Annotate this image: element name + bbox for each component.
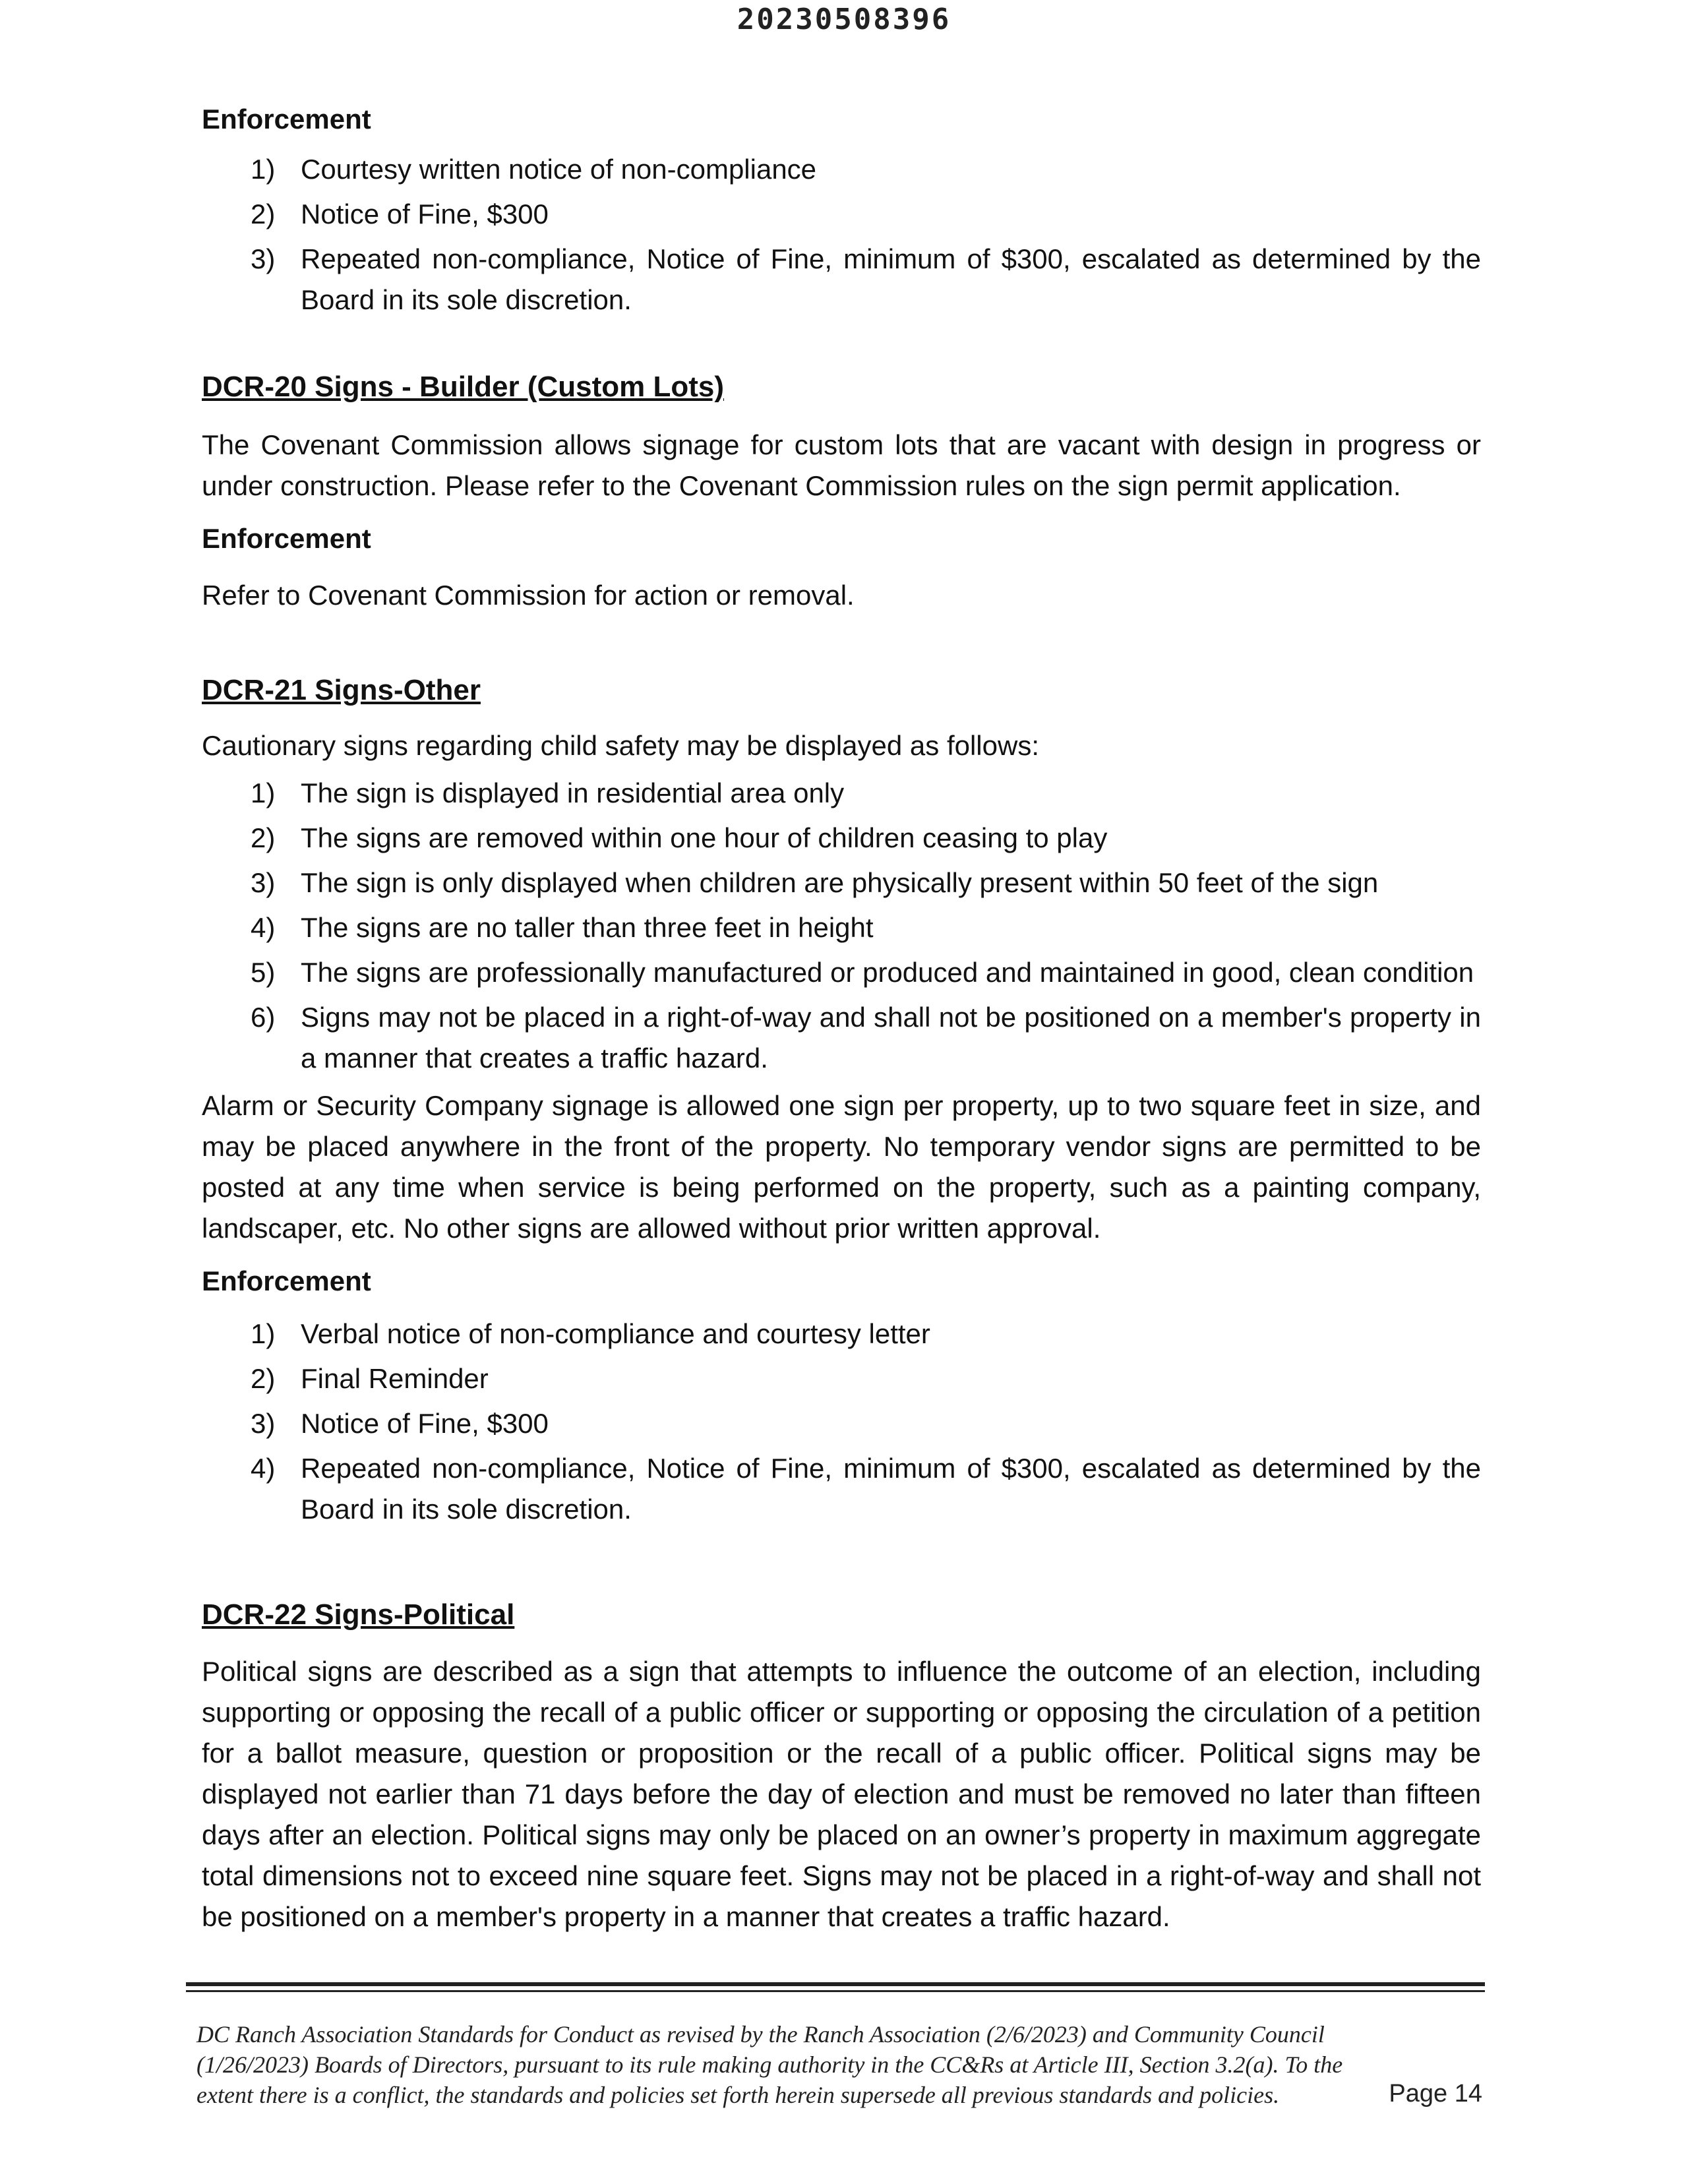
list-item: 5) The signs are professionally manufactured or produced and maintained in good, clean condition [251,957,1474,988]
footer-divider-thin [186,1990,1485,1992]
enforcement-label: Enforcement [202,523,371,554]
list-item: 4) Repeated non-compliance, Notice of Fine, minimum of $300, escalated as determined by the Board in its sole discretion. [251,1453,1481,1525]
list-item: 1) Courtesy written notice of non-compliance [251,154,817,185]
footer-text: DC Ranch Association Standards for Conduct as revised by the Ranch Association (2/6/2023) and Community Council (1/26/2023) Boards of Directors, pursuant to its rule making authority in the CC&Rs at Article III, Section 3.2(a). To the extent there is a conflict, the standards and policies set forth herein supersede all previous standards and policies. [196,2021,1343,2108]
section-heading: DCR-22 Signs-Political [202,1598,515,1631]
section-body: Alarm or Security Company signage is allowed one sign per property, up to two square feet in size, and may be placed anywhere in the front of the property. No temporary vendor signs are permitted to be posted at any time when service is being performed on the property, such as a painting company, landscaper, etc. No other signs are allowed without prior written approval. [202,1090,1481,1244]
document-number: 20230508396 [737,3,951,36]
list-item: 4) The signs are no taller than three feet in height [251,912,874,943]
list-item: 2) The signs are removed within one hour of children ceasing to play [251,822,1108,853]
conditions-list [202,773,1481,1079]
section-body: Political signs are described as a sign that attempts to influence the outcome of an election, including supporting or opposing the recall of a public officer or supporting or opposing the circulation of a petition for a ballot measure, question or proposition or the recall of a public officer. Political signs may be displayed not earlier than 71 days before the day of election and must be removed no later than fifteen days after an election. Political signs may only be placed on an owner’s property in maximum aggregate total dimensions not to exceed nine square feet. Signs may not be placed in a right-of-way and shall not be positioned on a member's property in a manner that creates a traffic hazard. [202,1656,1481,1932]
list-item: 6) Signs may not be placed in a right-of-way and shall not be positioned on a member's property in a manner that creates a traffic hazard. [251,1002,1481,1074]
section-heading: DCR-20 Signs - Builder (Custom Lots) [202,371,725,403]
list-item: 1) Verbal notice of non-compliance and courtesy letter [251,1318,930,1349]
enforcement-label: Enforcement [202,104,371,135]
enforcement-label: Enforcement [202,1265,371,1296]
section-dcr-22 [202,1594,1481,1937]
list-item: 1) The sign is displayed in residential area only [251,777,845,808]
enforcement-list [202,1314,1481,1530]
section-body: The Covenant Commission allows signage for custom lots that are vacant with design in progress or under construction. Please refer to the Covenant Commission rules on the sign permit application. [202,429,1481,501]
page-footer [196,2019,1482,2110]
footer-divider-thick [186,1982,1485,1986]
section-top-enforcement [202,99,1481,324]
section-intro: Cautionary signs regarding child safety may be displayed as follows: [202,730,1039,761]
enforcement-text: Refer to Covenant Commission for action or removal. [202,580,855,611]
section-dcr-20 [202,367,1481,616]
list-item: 3) Repeated non-compliance, Notice of Fine, minimum of $300, escalated as determined by the Board in its sole discretion. [251,243,1481,315]
section-dcr-21 [202,670,1481,1534]
list-item: 3) The sign is only displayed when children are physically present within 50 feet of the sign [251,867,1379,898]
enforcement-list [202,149,1481,320]
list-item: 2) Final Reminder [251,1363,489,1394]
list-item: 2) Notice of Fine, $300 [251,198,549,229]
list-item: 3) Notice of Fine, $300 [251,1408,549,1439]
section-heading: DCR-21 Signs-Other [202,674,481,706]
page-number: Page 14 [1389,2080,1482,2108]
